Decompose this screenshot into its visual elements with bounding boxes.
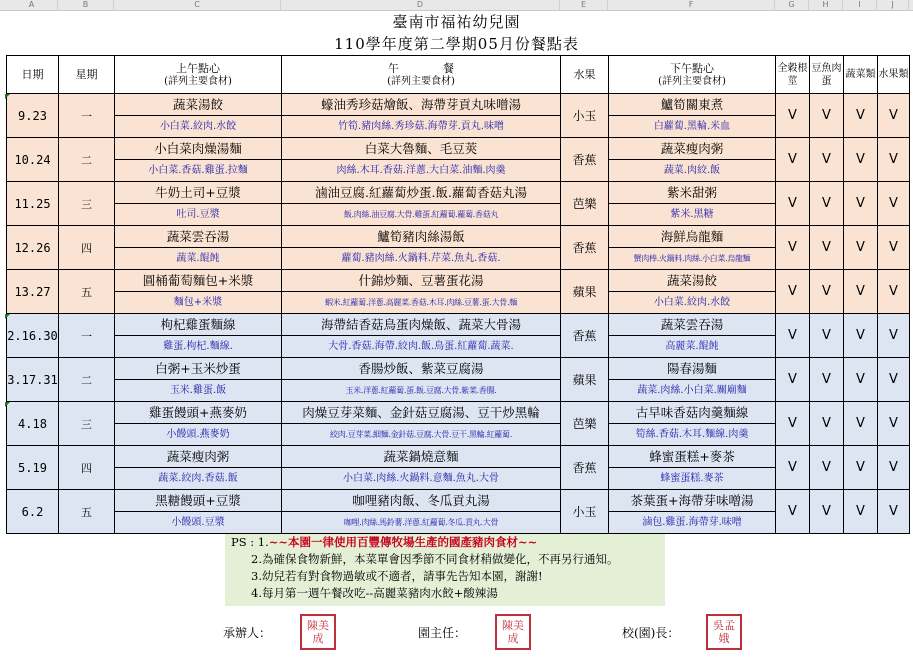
table-row-ingredients xyxy=(7,248,910,270)
pm-snack-cell[interactable]: 蔬菜瘦肉粥 xyxy=(609,138,776,160)
food-group-check[interactable]: V xyxy=(878,446,910,490)
pm-snack-ingredients[interactable]: 蟹肉棒.火鍋料.肉絲.小白菜.烏龍麵 xyxy=(609,248,776,270)
header-am-snack[interactable] xyxy=(115,56,282,94)
food-group-check[interactable]: V xyxy=(810,358,844,402)
spreadsheet-column-headers xyxy=(0,0,913,11)
lunch-ingredients[interactable]: 咖哩.肉絲.馬鈴薯.洋蔥.紅蘿蔔.冬瓜.貢丸.大骨 xyxy=(282,512,561,534)
table-row-ingredients xyxy=(7,336,910,358)
table-row xyxy=(7,402,910,424)
table-row xyxy=(7,182,910,204)
food-group-check[interactable]: V xyxy=(810,402,844,446)
food-group-check[interactable]: V xyxy=(776,314,810,358)
header-fruit[interactable]: 水果 xyxy=(561,56,609,94)
pm-snack-ingredients[interactable]: 蜂蜜蛋糕.麥茶 xyxy=(609,468,776,490)
fruit-cell[interactable]: 香蕉 xyxy=(561,138,609,182)
comment-marker-icon xyxy=(5,402,10,407)
food-group-check[interactable]: V xyxy=(776,358,810,402)
food-group-check[interactable]: V xyxy=(844,402,878,446)
lunch-ingredients[interactable]: 竹筍.豬肉絲.秀珍菇.海帶芽.貢丸.味噌 xyxy=(282,116,561,138)
organizer-label: 承辦人： xyxy=(223,626,272,640)
fruit-cell[interactable]: 小玉 xyxy=(561,490,609,534)
school-name-title: 臺南市福祐幼兒園 xyxy=(392,13,521,31)
food-group-check[interactable]: V xyxy=(878,226,910,270)
pm-snack-ingredients[interactable]: 白蘿蔔.黑輪.米血 xyxy=(609,116,776,138)
date-cell[interactable]: 13.27 xyxy=(7,270,59,314)
date-cell[interactable]: 11.25 xyxy=(7,182,59,226)
principal-label: 校(園)長： xyxy=(622,626,680,640)
pm-snack-cell[interactable]: 海鮮烏龍麵 xyxy=(609,226,776,248)
am-snack-ingredients[interactable]: 小饅頭.豆漿 xyxy=(115,512,282,534)
am-snack-ingredients[interactable]: 玉米.雞蛋.飯 xyxy=(115,380,282,402)
am-snack-cell[interactable]: 蔬菜瘦肉粥 xyxy=(115,446,282,468)
note-1[interactable] xyxy=(225,534,665,551)
table-row xyxy=(7,358,910,380)
lunch-cell[interactable]: 肉燥豆芽菜麵、金針菇豆腐湯、豆干炒黑輪 xyxy=(282,402,561,424)
pm-snack-cell[interactable]: 陽春湯麵 xyxy=(609,358,776,380)
header-am-snack-sub: (詳列主要食材) xyxy=(164,75,232,87)
column-header[interactable]: E xyxy=(560,0,608,10)
food-group-check[interactable]: V xyxy=(878,138,910,182)
lunch-cell[interactable]: 蠔油秀珍菇燴飯、海帶芽貢丸味噌湯 xyxy=(282,94,561,116)
weekday-cell[interactable]: 三 xyxy=(59,402,115,446)
am-snack-ingredients[interactable]: 麵包+米漿 xyxy=(115,292,282,314)
table-row-ingredients xyxy=(7,160,910,182)
column-header[interactable]: J xyxy=(877,0,909,10)
lunch-cell[interactable]: 滷油豆腐.紅蘿蔔炒蛋.飯.蘿蔔香菇丸湯 xyxy=(282,182,561,204)
am-snack-ingredients[interactable]: 小白菜.絞肉.水餃 xyxy=(115,116,282,138)
header-protein[interactable]: 豆魚肉蛋 xyxy=(810,56,844,94)
comment-marker-icon xyxy=(5,94,10,99)
am-snack-cell[interactable]: 牛奶土司+豆漿 xyxy=(115,182,282,204)
date-cell[interactable]: 5.19 xyxy=(7,446,59,490)
pm-snack-ingredients[interactable]: 紫米.黑糖 xyxy=(609,204,776,226)
weekday-cell[interactable]: 五 xyxy=(59,490,115,534)
lunch-cell[interactable]: 鱸筍豬肉絲湯飯 xyxy=(282,226,561,248)
table-row xyxy=(7,270,910,292)
lunch-ingredients[interactable]: 小白菜.肉絲.火鍋料.意麵.魚丸.大骨 xyxy=(282,468,561,490)
food-group-check[interactable]: V xyxy=(776,182,810,226)
pm-snack-ingredients[interactable]: 蔬菜.肉絞.飯 xyxy=(609,160,776,182)
table-row-ingredients xyxy=(7,116,910,138)
pm-snack-ingredients[interactable]: 筍絲.香菇.木耳.麵線.肉羹 xyxy=(609,424,776,446)
lunch-cell[interactable]: 白菜大魯麵、毛豆莢 xyxy=(282,138,561,160)
lunch-ingredients[interactable]: 蘿蔔.豬肉絲.火鍋料.芹菜.魚丸.香菇. xyxy=(282,248,561,270)
date-cell[interactable]: 9.23 xyxy=(7,94,59,138)
food-group-check[interactable]: V xyxy=(878,402,910,446)
column-header[interactable]: A xyxy=(6,0,58,10)
table-row-ingredients xyxy=(7,468,910,490)
column-header[interactable]: I xyxy=(843,0,877,10)
note-1-prefix: PS : 1. xyxy=(231,535,269,549)
date-cell[interactable]: 4.18 xyxy=(7,402,59,446)
pm-snack-ingredients[interactable]: 高麗菜.餛飩 xyxy=(609,336,776,358)
am-snack-cell[interactable]: 枸杞雞蛋麵線 xyxy=(115,314,282,336)
fruit-cell[interactable]: 小玉 xyxy=(561,94,609,138)
food-group-check[interactable]: V xyxy=(878,490,910,534)
lunch-ingredients[interactable]: 飯.肉絲.油豆腐.大骨.雞蛋.紅蘿蔔.蘿蔔.香菇丸 xyxy=(282,204,561,226)
lunch-cell[interactable]: 香腸炒飯、紫菜豆腐湯 xyxy=(282,358,561,380)
food-group-check[interactable]: V xyxy=(776,446,810,490)
am-snack-cell[interactable]: 蔬菜湯餃 xyxy=(115,94,282,116)
am-snack-ingredients[interactable]: 小饅頭.燕麥奶 xyxy=(115,424,282,446)
pm-snack-cell[interactable]: 蜂蜜蛋糕+麥茶 xyxy=(609,446,776,468)
food-group-check[interactable]: V xyxy=(776,94,810,138)
column-header[interactable]: C xyxy=(114,0,281,10)
food-group-check[interactable]: V xyxy=(844,358,878,402)
pm-snack-cell[interactable]: 蔬菜湯餃 xyxy=(609,270,776,292)
pm-snack-cell[interactable]: 鱸筍關東煮 xyxy=(609,94,776,116)
table-row-ingredients xyxy=(7,204,910,226)
principal-seal-icon: 吳孟娥 xyxy=(706,614,742,650)
pm-snack-ingredients[interactable]: 小白菜.絞肉.水餃 xyxy=(609,292,776,314)
food-group-check[interactable]: V xyxy=(810,446,844,490)
food-group-check[interactable]: V xyxy=(878,182,910,226)
column-header[interactable]: F xyxy=(608,0,775,10)
table-row-ingredients xyxy=(7,424,910,446)
column-header[interactable]: H xyxy=(809,0,843,10)
date-cell[interactable]: 6.2 xyxy=(7,490,59,534)
header-am-snack-label: 上午點心 xyxy=(176,61,220,75)
food-group-check[interactable]: V xyxy=(810,226,844,270)
table-row-ingredients xyxy=(7,292,910,314)
director-seal-icon: 陳美成 xyxy=(495,614,531,650)
pm-snack-cell[interactable]: 古早味香菇肉羹麵線 xyxy=(609,402,776,424)
table-row xyxy=(7,226,910,248)
pm-snack-cell[interactable]: 蔬菜雲吞湯 xyxy=(609,314,776,336)
fruit-cell[interactable]: 蘋果 xyxy=(561,358,609,402)
am-snack-cell[interactable]: 小白菜肉燥湯麵 xyxy=(115,138,282,160)
table-row xyxy=(7,94,910,116)
date-cell[interactable]: 10.24 xyxy=(7,138,59,182)
table-row-ingredients xyxy=(7,512,910,534)
pm-snack-cell[interactable]: 茶葉蛋+海帶芽味噌湯 xyxy=(609,490,776,512)
weekday-cell[interactable]: 二 xyxy=(59,138,115,182)
lunch-cell[interactable]: 什錦炒麵、豆薯蛋花湯 xyxy=(282,270,561,292)
food-group-check[interactable]: V xyxy=(878,314,910,358)
header-date[interactable]: 日期 xyxy=(7,56,59,94)
table-row xyxy=(7,446,910,468)
am-snack-ingredients[interactable]: 蔬菜.絞肉.香菇.飯 xyxy=(115,468,282,490)
note-2[interactable]: 2.為確保食物新鮮，本菜單會因季節不同食材稍做變化，不再另行通知。 xyxy=(251,552,619,566)
lunch-ingredients[interactable]: 絞肉.豆芽菜.細麵.金針菇.豆腐.大骨.豆干.黑輪.紅蘿蔔. xyxy=(282,424,561,446)
note-1-text: ~~本園一律使用百豐傳牧場生產的國產豬肉食材~~ xyxy=(268,535,538,549)
pm-snack-ingredients[interactable]: 滷包.雞蛋.海帶芽.味噌 xyxy=(609,512,776,534)
lunch-cell[interactable]: 咖哩豬肉飯、冬瓜貢丸湯 xyxy=(282,490,561,512)
am-snack-cell[interactable]: 蔬菜雲吞湯 xyxy=(115,226,282,248)
fruit-cell[interactable]: 蘋果 xyxy=(561,270,609,314)
food-group-check[interactable]: V xyxy=(844,138,878,182)
food-group-check[interactable]: V xyxy=(844,446,878,490)
food-group-check[interactable]: V xyxy=(878,270,910,314)
am-snack-ingredients[interactable]: 雞蛋.枸杞.麵線. xyxy=(115,336,282,358)
note-4[interactable]: 4.每月第一週午餐改吃--高麗菜豬肉水餃+酸辣湯 xyxy=(251,586,498,600)
lunch-ingredients[interactable]: 蝦米.紅蘿蔔.洋蔥.高麗菜.香菇.木耳.肉絲.豆薯.蛋.大骨.麵 xyxy=(282,292,561,314)
fruit-cell[interactable]: 芭樂 xyxy=(561,182,609,226)
date-cell[interactable]: 3.17.31 xyxy=(7,358,59,402)
food-group-check[interactable]: V xyxy=(810,94,844,138)
food-group-check[interactable]: V xyxy=(844,182,878,226)
header-fruit-group[interactable]: 水果類 xyxy=(878,56,910,94)
table-row-ingredients xyxy=(7,380,910,402)
food-group-check[interactable]: V xyxy=(776,138,810,182)
lunch-ingredients[interactable]: 肉絲.木耳.香菇.洋蔥.大白菜.油麵.肉羹 xyxy=(282,160,561,182)
pm-snack-ingredients[interactable]: 蔬菜.肉絲.小白菜.關廟麵 xyxy=(609,380,776,402)
lunch-cell[interactable]: 海帶結香菇鳥蛋肉燥飯、蔬菜大骨湯 xyxy=(282,314,561,336)
table-row xyxy=(7,490,910,512)
food-group-check[interactable]: V xyxy=(776,270,810,314)
weekday-cell[interactable]: 五 xyxy=(59,270,115,314)
food-group-check[interactable]: V xyxy=(844,490,878,534)
food-group-check[interactable]: V xyxy=(776,490,810,534)
weekday-cell[interactable]: 三 xyxy=(59,182,115,226)
food-group-check[interactable]: V xyxy=(776,402,810,446)
column-header[interactable]: B xyxy=(58,0,114,10)
organizer-seal-icon: 陳美成 xyxy=(300,614,336,650)
food-group-check[interactable]: V xyxy=(810,138,844,182)
food-group-check[interactable]: V xyxy=(844,226,878,270)
food-group-check[interactable]: V xyxy=(844,270,878,314)
food-group-check[interactable]: V xyxy=(776,226,810,270)
date-cell[interactable]: 2.16.30 xyxy=(7,314,59,358)
am-snack-ingredients[interactable]: 蔬菜.餛飩 xyxy=(115,248,282,270)
weekday-cell[interactable]: 四 xyxy=(59,226,115,270)
table-row xyxy=(7,314,910,336)
am-snack-ingredients[interactable]: 小白菜.香菇.雞蛋.拉麵 xyxy=(115,160,282,182)
lunch-ingredients[interactable]: 玉米.洋蔥.紅蘿蔔.蛋.飯.豆腐.大骨.紫菜.香腸. xyxy=(282,380,561,402)
column-header[interactable]: G xyxy=(775,0,809,10)
header-grains[interactable]: 全穀根莖 xyxy=(776,56,810,94)
lunch-ingredients[interactable]: 大骨.香菇.海帶.絞肉.飯.鳥蛋.紅蘿蔔.蔬菜. xyxy=(282,336,561,358)
header-vegetables[interactable]: 蔬菜類 xyxy=(844,56,878,94)
fruit-cell[interactable]: 香蕉 xyxy=(561,446,609,490)
am-snack-cell[interactable]: 白粥+玉米炒蛋 xyxy=(115,358,282,380)
header-lunch-label: 午 餐 xyxy=(388,61,454,75)
am-snack-cell[interactable]: 雞蛋饅頭+燕麥奶 xyxy=(115,402,282,424)
fruit-cell[interactable]: 芭樂 xyxy=(561,402,609,446)
am-snack-ingredients[interactable]: 吐司.豆漿 xyxy=(115,204,282,226)
am-snack-cell[interactable]: 黑糖饅頭+豆漿 xyxy=(115,490,282,512)
food-group-check[interactable]: V xyxy=(810,182,844,226)
column-header[interactable]: D xyxy=(281,0,560,10)
food-group-check[interactable]: V xyxy=(810,270,844,314)
menu-title: 110學年度第二學期05月份餐點表 xyxy=(334,35,579,53)
comment-marker-icon xyxy=(5,314,10,319)
pm-snack-cell[interactable]: 紫米甜粥 xyxy=(609,182,776,204)
fruit-cell[interactable]: 香蕉 xyxy=(561,226,609,270)
table-row xyxy=(7,138,910,160)
date-cell[interactable]: 12.26 xyxy=(7,226,59,270)
food-group-check[interactable]: V xyxy=(878,358,910,402)
weekday-cell[interactable]: 二 xyxy=(59,358,115,402)
food-group-check[interactable]: V xyxy=(810,490,844,534)
header-weekday[interactable]: 星期 xyxy=(59,56,115,94)
header-pm-snack-sub: (詳列主要食材) xyxy=(658,75,726,87)
fruit-cell[interactable]: 香蕉 xyxy=(561,314,609,358)
director-label: 園主任： xyxy=(418,626,467,640)
header-pm-snack-label: 下午點心 xyxy=(670,61,714,75)
food-group-check[interactable]: V xyxy=(878,94,910,138)
weekday-cell[interactable]: 一 xyxy=(59,314,115,358)
note-3[interactable]: 3.幼兒若有對食物過敏或不適者，請事先告知本園，謝謝! xyxy=(251,569,543,583)
food-group-check[interactable]: V xyxy=(844,94,878,138)
food-group-check[interactable]: V xyxy=(844,314,878,358)
lunch-cell[interactable]: 蔬菜鍋燒意麵 xyxy=(282,446,561,468)
am-snack-cell[interactable]: 圓桶葡萄麵包+米漿 xyxy=(115,270,282,292)
header-lunch-sub: (詳列主要食材) xyxy=(387,75,455,87)
meal-menu-table xyxy=(6,55,910,534)
weekday-cell[interactable]: 四 xyxy=(59,446,115,490)
header-pm-snack[interactable] xyxy=(609,56,776,94)
notes-box xyxy=(225,534,665,606)
header-lunch[interactable] xyxy=(282,56,561,94)
food-group-check[interactable]: V xyxy=(810,314,844,358)
weekday-cell[interactable]: 一 xyxy=(59,94,115,138)
